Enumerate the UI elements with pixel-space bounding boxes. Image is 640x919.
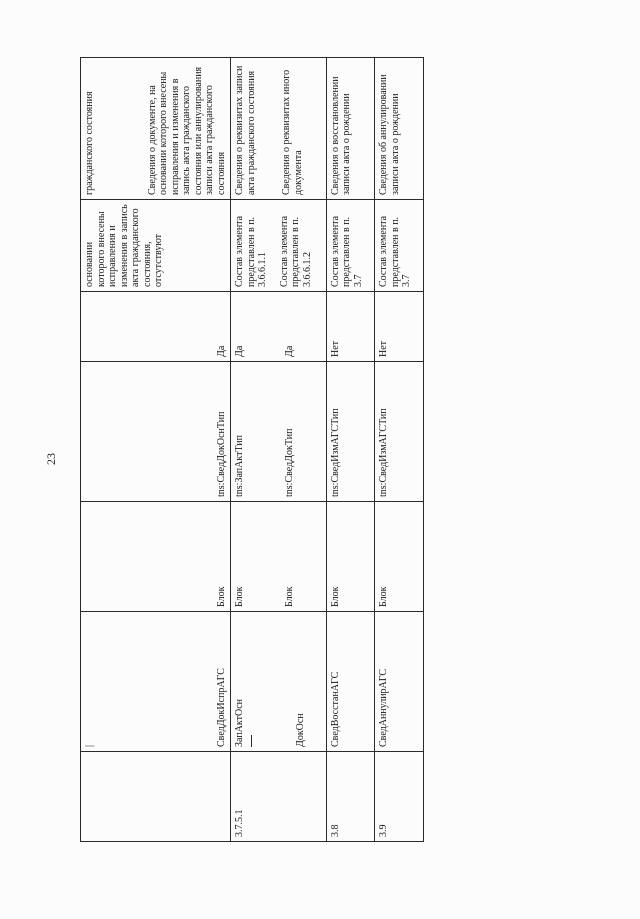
cell-name-text-2: ДокОсн — [295, 713, 307, 747]
cell-format-text: tns:СведДокОснТип — [215, 411, 227, 497]
cell-name: СведВосстанАГС — [326, 612, 375, 752]
rotated-table-container — [80, 58, 424, 842]
cell-required-text-2: Да — [283, 345, 295, 357]
cell-type — [81, 502, 231, 612]
cell-name-text: ЗапАктОсн — [234, 699, 246, 747]
cell-desc-text-2: Сведения о реквизитах иного документа — [281, 69, 304, 195]
cell-note — [81, 200, 231, 292]
cell-name — [81, 612, 231, 752]
cell-type-text: Блок — [234, 586, 246, 607]
cell-note — [231, 200, 326, 292]
cell-required-text: Да — [215, 345, 227, 357]
cell-name-mark: | — [84, 744, 95, 747]
table-row — [231, 58, 326, 842]
cell-desc-text: Сведения о реквизитах записи акта гражданского состояния — [234, 65, 257, 195]
cell-type — [231, 502, 326, 612]
cell-num: 3.8 — [326, 752, 375, 842]
cell-note-text: основании которого внесены исправления и изменения в запись акта гражданского состояния, отсутствуют — [84, 204, 164, 287]
cell-required: Нет — [375, 292, 424, 362]
cell-name-text: СведДокИспрАГС — [215, 668, 227, 747]
cell-note-text: Состав элемента представлен в п. 3.6.6.1.1 — [234, 215, 269, 287]
cell-format: tns:СведИзмАГСТип — [375, 362, 424, 502]
cell-format: tns:СведИзмАГСТип — [326, 362, 375, 502]
cell-name-mark — [251, 735, 252, 747]
cell-format-text-2: tns:СведДокТип — [283, 428, 295, 497]
cell-required — [81, 292, 231, 362]
page-number: 23 — [44, 453, 58, 465]
cell-note: Состав элемента представлен в п. 3.7 — [326, 200, 375, 292]
cell-desc-text: Сведения о документе, на основании которого внесены исправления и изменения в запись акта гражданского состояния или аннулирования записи акта гражданского состояния — [146, 66, 227, 195]
cell-type: Блок — [326, 502, 375, 612]
table-row — [375, 58, 424, 842]
cell-num: 3.9 — [375, 752, 424, 842]
cell-required-text: Да — [234, 345, 246, 357]
cell-desc: Сведения об аннулировании записи акта о рождении — [375, 58, 424, 200]
cell-desc-top-text: гражданского состояния — [84, 91, 95, 195]
cell-format-text: tns:ЗапАктТип — [234, 435, 246, 497]
cell-num: 3.7.5.1 — [231, 752, 326, 842]
table-row — [326, 58, 375, 842]
table-row — [81, 58, 231, 842]
cell-desc — [81, 58, 231, 200]
cell-type-text-2: Блок — [283, 586, 295, 607]
cell-format — [81, 362, 231, 502]
cell-note-text-2: Состав элемента представлен в п. 3.6.6.1.2 — [278, 215, 313, 287]
cell-required — [231, 292, 326, 362]
cell-type: Блок — [375, 502, 424, 612]
cell-format — [231, 362, 326, 502]
cell-num — [81, 752, 231, 842]
cell-type-text: Блок — [215, 586, 227, 607]
cell-name — [231, 612, 326, 752]
cell-name: СведАннулирАГС — [375, 612, 424, 752]
cell-desc — [231, 58, 326, 200]
cell-desc: Сведения о восстановлении записи акта о рождении — [326, 58, 375, 200]
cell-required: Нет — [326, 292, 375, 362]
cell-note: Состав элемента представлен в п. 3.7 — [375, 200, 424, 292]
element-table — [80, 57, 424, 842]
